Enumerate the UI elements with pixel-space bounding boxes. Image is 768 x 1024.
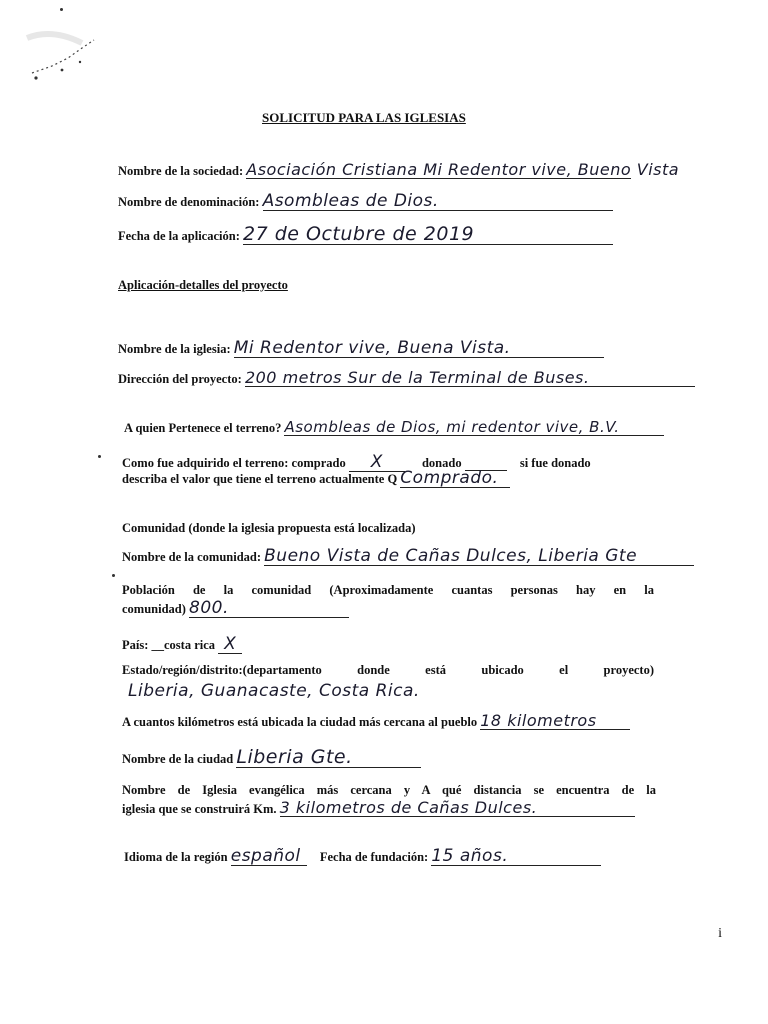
evangelica-row bbox=[122, 800, 635, 817]
terreno-label: A quien Pertenece el terreno? bbox=[124, 421, 282, 435]
denominacion-label: Nombre de denominación: bbox=[118, 195, 260, 209]
scan-speck bbox=[112, 574, 115, 577]
comunidad-value[interactable]: Bueno Vista de Cañas Dulces, Liberia Gte bbox=[264, 548, 694, 566]
evangelica-value[interactable]: 3 kilometros de Cañas Dulces. bbox=[280, 800, 635, 817]
direccion-label: Dirección del proyecto: bbox=[118, 372, 242, 386]
scan-speck bbox=[60, 8, 63, 11]
direccion-value[interactable]: 200 metros Sur de la Terminal de Buses. bbox=[245, 370, 695, 387]
idioma-label: Idioma de la región bbox=[124, 850, 228, 864]
comprado-mark[interactable]: X bbox=[349, 454, 405, 472]
terreno-row bbox=[124, 420, 664, 436]
fundacion-label: Fecha de fundación: bbox=[319, 850, 429, 864]
fecha-label: Fecha de la aplicación: bbox=[118, 229, 240, 243]
evangelica-label-2: iglesia que se construirá Km. bbox=[122, 802, 277, 816]
sociedad-value[interactable]: Asociación Cristiana Mi Redentor vive, Bueno Vista bbox=[246, 160, 680, 179]
donado-suffix: si fue donado bbox=[519, 456, 591, 470]
direccion-row bbox=[118, 370, 695, 387]
iglesia-row bbox=[118, 340, 604, 358]
sociedad-label: Nombre de la sociedad: bbox=[118, 164, 244, 178]
evangelica-label: Nombre de Iglesia evangélica más cercana y A qué distancia se encuentra de la bbox=[122, 783, 656, 797]
fecha-row bbox=[118, 225, 613, 245]
fecha-value[interactable]: 27 de Octubre de 2019 bbox=[243, 225, 613, 245]
pais-label: País: __costa rica bbox=[122, 638, 216, 652]
estado-row bbox=[128, 681, 420, 701]
form-title: SOLICITUD PARA LAS IGLESIAS bbox=[262, 110, 466, 125]
poblacion-label: Población de la comunidad (Aproximadamente cuantas personas hay en la bbox=[122, 583, 654, 597]
valor-row bbox=[122, 470, 510, 488]
poblacion-value[interactable]: 800. bbox=[189, 600, 349, 618]
estado-value[interactable]: Liberia, Guanacaste, Costa Rica. bbox=[128, 681, 420, 701]
section-project-details: Aplicación-detalles del proyecto bbox=[118, 278, 288, 292]
poblacion-label-2: comunidad) bbox=[122, 602, 186, 616]
page-mark: i bbox=[718, 926, 722, 941]
denominacion-row bbox=[118, 193, 613, 211]
fundacion-value[interactable]: 15 años. bbox=[431, 848, 601, 866]
comunidad-label: Nombre de la comunidad: bbox=[122, 550, 262, 564]
iglesia-value[interactable]: Mi Redentor vive, Buena Vista. bbox=[234, 340, 604, 358]
terreno-value[interactable]: Asombleas de Dios, mi redentor vive, B.V. bbox=[284, 420, 664, 436]
km-row bbox=[122, 713, 630, 730]
scan-speck bbox=[98, 455, 101, 458]
idioma-row bbox=[124, 848, 601, 866]
idioma-value[interactable]: español bbox=[231, 848, 307, 866]
pais-row bbox=[122, 636, 242, 654]
poblacion-row bbox=[122, 600, 349, 618]
scan-smudge bbox=[22, 18, 102, 108]
comunidad-heading: Comunidad (donde la iglesia propuesta está localizada) bbox=[122, 521, 416, 535]
valor-value[interactable]: Comprado. bbox=[400, 470, 510, 488]
ciudad-value[interactable]: Liberia Gte. bbox=[236, 748, 421, 768]
iglesia-label: Nombre de la iglesia: bbox=[118, 342, 231, 356]
ciudad-label: Nombre de la ciudad bbox=[122, 752, 234, 766]
sociedad-row bbox=[118, 160, 680, 179]
km-label: A cuantos kilómetros está ubicada la ciudad más cercana al pueblo bbox=[122, 715, 478, 729]
adquirido-label: Como fue adquirido el terreno: comprado bbox=[122, 456, 346, 470]
km-value[interactable]: 18 kilometros bbox=[480, 713, 630, 730]
ciudad-row bbox=[122, 748, 421, 768]
estado-label: Estado/región/distrito:(departamento donde está ubicado el proyecto) bbox=[122, 663, 654, 677]
comunidad-row bbox=[122, 548, 694, 566]
valor-label: describa el valor que tiene el terreno actualmente Q bbox=[122, 472, 398, 486]
denominacion-value[interactable]: Asombleas de Dios. bbox=[263, 193, 613, 211]
donado-label: donado bbox=[421, 456, 462, 470]
pais-mark[interactable]: X bbox=[218, 636, 242, 654]
